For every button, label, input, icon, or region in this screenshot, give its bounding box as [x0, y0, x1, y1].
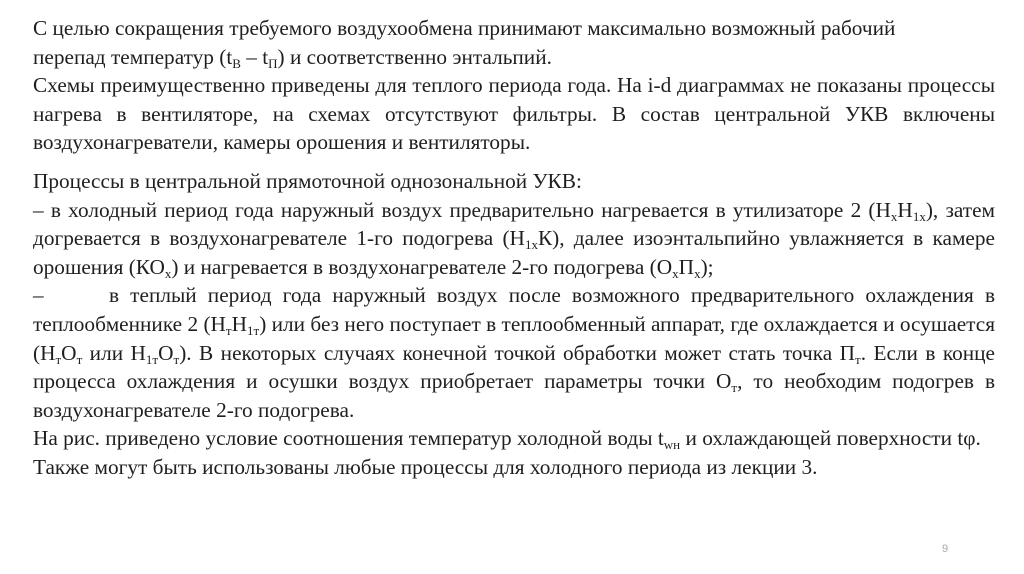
- intro-line-2-text: перепад температур (t: [33, 44, 233, 69]
- warm-text: О: [61, 340, 77, 365]
- paragraph-gap: [33, 157, 995, 167]
- subscript: 1т: [145, 351, 159, 367]
- warm-text: ) или без него поступает в теплообменный аппарат, где охлаждается и осушается (Н: [33, 311, 995, 365]
- subscript: х: [164, 265, 172, 281]
- subscript: В: [232, 55, 241, 71]
- subscript: т: [173, 351, 180, 367]
- subscript: т: [76, 351, 83, 367]
- subscript: х: [694, 265, 701, 281]
- schemes-paragraph: Схемы преимущественно приведены для теплого периода года. На i-d диаграммах не показаны процессы нагрева в вентиляторе, на схемах отсутствуют фильтры. В состав центральной УКВ включены воздухонагреватели, камеры орошения и вентиляторы.: [33, 73, 995, 155]
- warm-text: . Если в конце процесса охлаждения и осушки воздух приобретает параметры точки О: [33, 340, 996, 394]
- intro-paragraph: [33, 14, 995, 71]
- intro-line-1: С целью сокращения требуемого воздухообмена принимают максимально возможный рабочий: [33, 16, 896, 40]
- cold-text: ), затем догревается в воздухонагревателе 1-го подогрева (Н: [33, 197, 996, 251]
- page-number: 9: [942, 543, 949, 555]
- figure-note-paragraph: [33, 424, 995, 453]
- slide-content: [33, 14, 995, 482]
- warm-period-item: [33, 281, 995, 424]
- dash: –: [33, 283, 44, 308]
- intro-line-2-text: ) и соответственно энтальпий.: [277, 44, 552, 69]
- cold-text: );: [700, 254, 714, 279]
- warm-text: , то необходим подогрев в воздухонагревателе 2-го подогрева.: [33, 369, 996, 422]
- figure-note-text: На рис. приведено условие соотношения температур холодной воды t: [33, 426, 664, 451]
- subscript: х: [890, 208, 898, 224]
- figure-note-text: и охлаждающей поверхности tφ.: [680, 426, 981, 451]
- subscript: 1т: [247, 322, 260, 338]
- dash: –: [33, 197, 44, 222]
- subscript: т: [55, 351, 62, 367]
- subscript: П: [268, 55, 278, 71]
- warm-text: в теплый период года наружный воздух после возможного предварительного охлаждения в теплообменнике 2 (Н: [33, 283, 995, 336]
- closing-paragraph: Также могут быть использованы любые процессы для холодного периода из лекции 3.: [33, 454, 818, 479]
- processes-heading: Процессы в центральной прямоточной однозональной УКВ:: [33, 168, 582, 193]
- subscript: т: [731, 380, 738, 396]
- subscript: х: [672, 265, 679, 281]
- cold-text: П: [678, 254, 695, 279]
- warm-text: или Н: [82, 340, 146, 365]
- warm-text: Н: [231, 311, 247, 336]
- cold-text: К), далее изоэнтальпийно увлажняется в камере орошения (КО: [33, 226, 995, 279]
- warm-text: ). В некоторых случаях конечной точкой обработки может стать точка П: [179, 340, 855, 365]
- cold-text: Н: [897, 197, 913, 222]
- intro-line-2-text: – t: [240, 44, 269, 69]
- cold-text: в холодный период года наружный воздух предварительно нагревается в утилизаторе 2 (Н: [43, 197, 891, 222]
- subscript: 1х: [912, 208, 926, 224]
- subscript: 1х: [524, 237, 538, 253]
- cold-text: ) и нагревается в воздухонагревателе 2-го подогрева (О: [171, 254, 673, 279]
- warm-text: О: [158, 340, 174, 365]
- subscript: т: [225, 322, 232, 338]
- subscript: wн: [663, 437, 681, 453]
- subscript: т: [855, 351, 861, 367]
- cold-period-item: [33, 196, 995, 282]
